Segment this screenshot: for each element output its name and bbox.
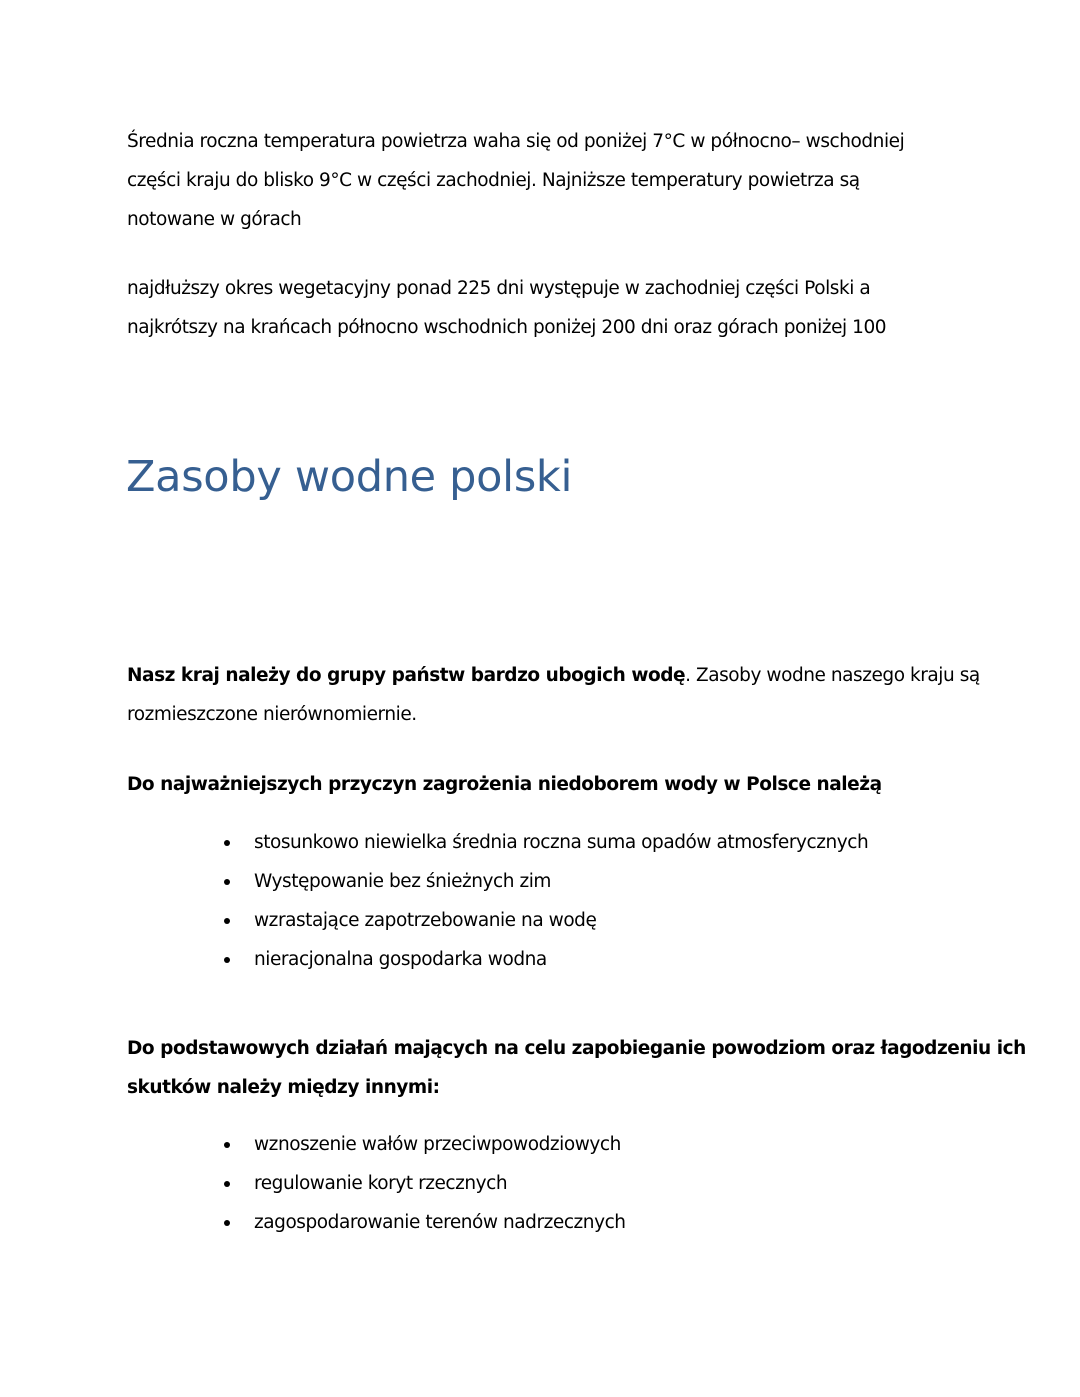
bullet-icon: [224, 918, 230, 924]
paragraph-temperature: [127, 122, 904, 239]
list-item-text: Występowanie bez śnieżnych zim: [254, 871, 551, 892]
list-item: [222, 862, 868, 901]
list-item-text: stosunkowo niewielka średnia roczna suma opadów atmosferycznych: [254, 832, 869, 853]
section-heading: Zasoby wodne polski: [126, 452, 573, 502]
list-item: [222, 1125, 626, 1164]
list-item-text: nieracjonalna gospodarka wodna: [254, 949, 547, 970]
list-item: [222, 1164, 626, 1203]
text-line: Średnia roczna temperatura powietrza waha się od poniżej 7°C w północno– wschodniej: [127, 131, 905, 152]
text-line: [127, 656, 980, 695]
causes-list: [222, 823, 868, 979]
bullet-icon: [224, 957, 230, 963]
text-line: rozmieszczone nierównomiernie.: [127, 704, 417, 725]
list-item: [222, 940, 868, 979]
bullet-icon: [224, 1142, 230, 1148]
text-line: Do najważniejszych przyczyn zagrożenia niedoborem wody w Polsce należą: [127, 774, 882, 795]
paragraph-water-resources: [127, 656, 980, 734]
text-line: najkrótszy na krańcach północno wschodnich poniżej 200 dni oraz górach poniżej 100: [127, 317, 887, 338]
list-item: [222, 823, 868, 862]
text-line: notowane w górach: [127, 209, 302, 230]
text-line: części kraju do blisko 9°C w części zachodniej. Najniższe temperatury powietrza są: [127, 170, 860, 191]
text-line: skutków należy między innymi:: [127, 1077, 440, 1098]
text-line: Do podstawowych działań mających na celu zapobieganie powodziom oraz łagodzeniu ich: [127, 1038, 1026, 1059]
bullet-icon: [224, 840, 230, 846]
list-item-text: regulowanie koryt rzecznych: [254, 1173, 508, 1194]
list-item-text: wznoszenie wałów przeciwpowodziowych: [254, 1134, 621, 1155]
text-line: najdłuższy okres wegetacyjny ponad 225 dni występuje w zachodniej części Polski a: [127, 278, 871, 299]
bold-statement: Nasz kraj należy do grupy państw bardzo ubogich wodę: [127, 665, 686, 686]
bullet-icon: [224, 1220, 230, 1226]
paragraph-vegetation: [127, 269, 886, 347]
causes-heading: [127, 765, 882, 804]
bullet-icon: [224, 879, 230, 885]
list-item-text: zagospodarowanie terenów nadrzecznych: [254, 1212, 626, 1233]
flood-actions-heading: [127, 1029, 1026, 1107]
flood-actions-list: [222, 1125, 626, 1242]
list-item: [222, 901, 868, 940]
list-item: [222, 1203, 626, 1242]
text-fragment: . Zasoby wodne naszego kraju są: [685, 665, 980, 686]
list-item-text: wzrastające zapotrzebowanie na wodę: [254, 910, 597, 931]
bullet-icon: [224, 1181, 230, 1187]
